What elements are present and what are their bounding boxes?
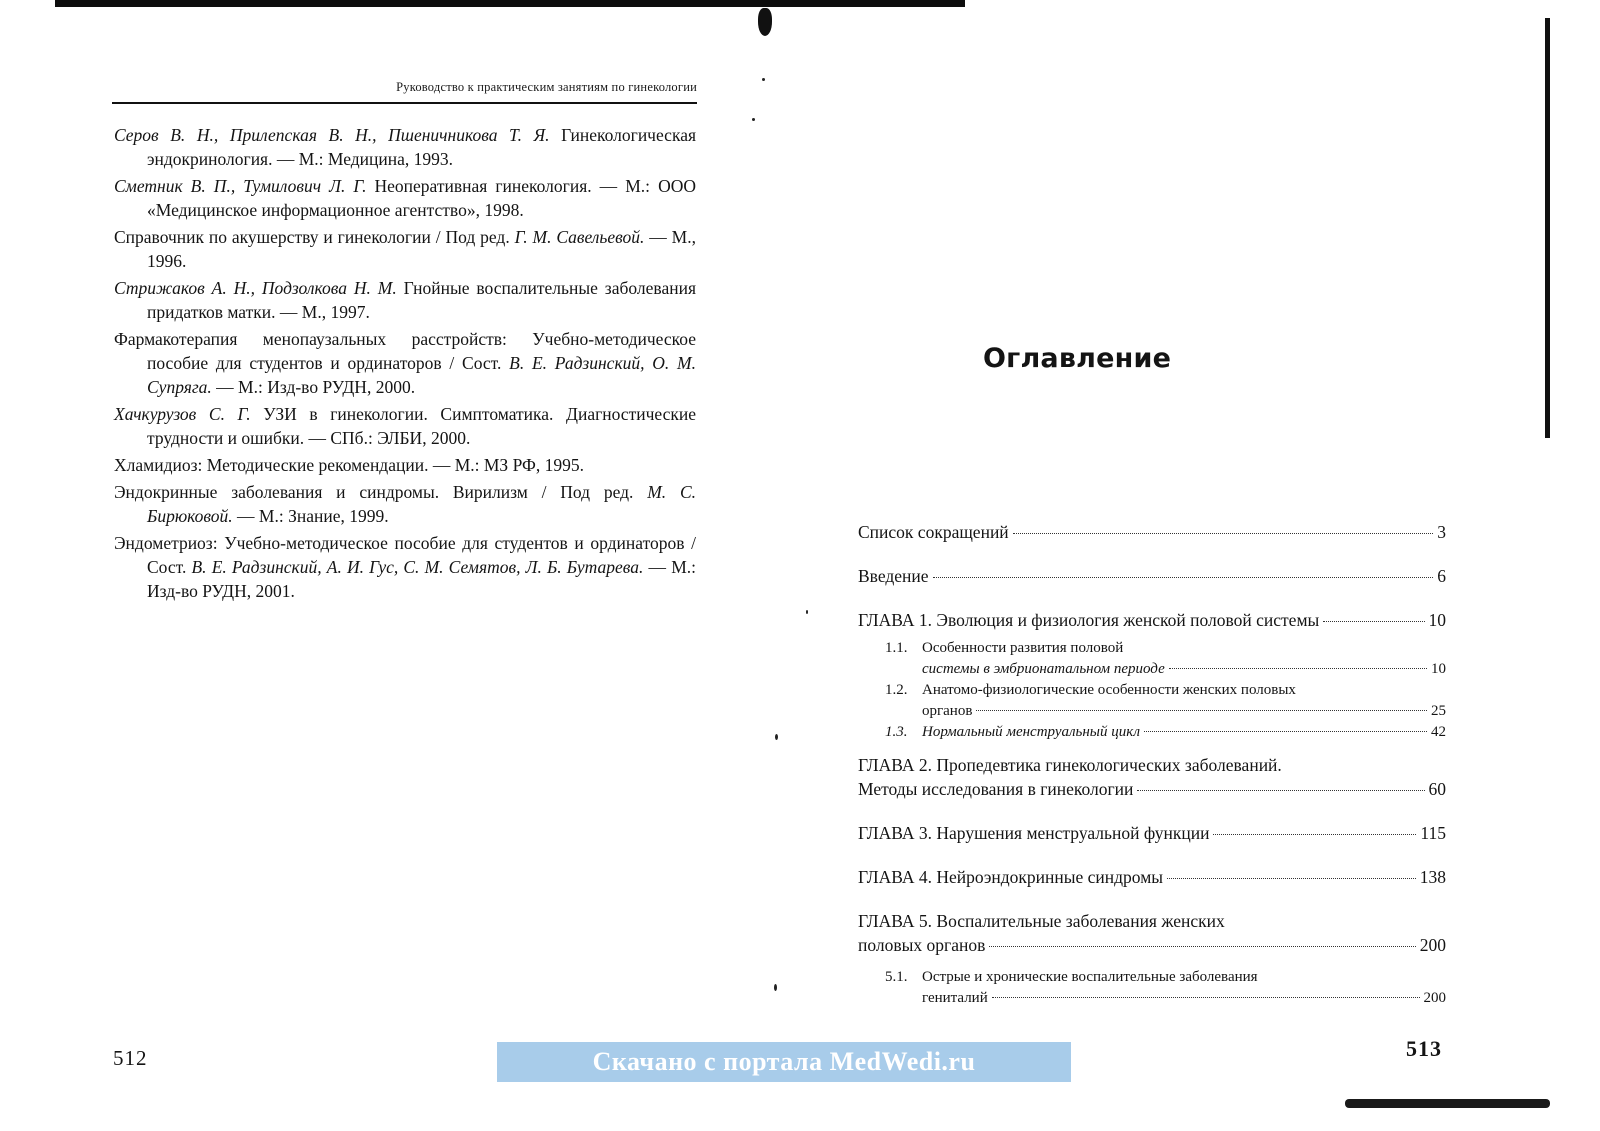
reference-text: Эндометриоз: Учебно-методическое пособие для студентов и ординаторов / Сост. [114, 533, 696, 577]
reference [114, 453, 696, 477]
reference [114, 174, 696, 222]
watermark-banner: Скачано с портала MedWedi.ru [497, 1042, 1071, 1082]
running-head: Руководство к практическим занятиям по гинекологии [396, 80, 697, 94]
toc-entry-label: Методы исследования в гинекологии [858, 779, 1134, 799]
reference-authors: Стрижаков А. Н., Подзолкова Н. М. [114, 278, 397, 298]
reference [114, 531, 696, 603]
reference-publisher: — М.: Изд-во РУДН, 2000. [211, 377, 416, 397]
toc-entry-section-5-1 [858, 967, 1446, 1009]
toc-entry-label: ГЛАВА 4. Нейроэндокринные синдромы [858, 867, 1164, 887]
toc-page-number: 6 [1437, 566, 1446, 586]
reference-text: Гнойные воспалительные заболевания придатков матки. — М., 1997. [147, 278, 696, 322]
toc-entry-label: Введение [858, 566, 929, 586]
toc-page-number: 60 [1428, 779, 1446, 799]
toc-page-number: 10 [1431, 661, 1446, 677]
toc-entry-label: Нормальный менструальный цикл [922, 724, 1141, 740]
scan-blot [758, 8, 772, 36]
scan-bottom-edge [1345, 1099, 1550, 1108]
section-number: 1.1. [885, 640, 908, 656]
dot-leader [1013, 533, 1434, 534]
reference-editors: Г. М. Савельевой. [514, 227, 645, 247]
reference-editors: В. Е. Радзинский, О. М. Супряга. [147, 353, 696, 397]
section-number: 1.3. [885, 724, 908, 740]
toc-entry-label: системы в эмбрионатальном периоде [922, 661, 1165, 677]
toc-page-number: 25 [1431, 703, 1446, 719]
header-rule [112, 102, 697, 104]
section-number: 5.1. [885, 969, 908, 985]
reference-publisher: — М.: Изд-во РУДН, 2001. [147, 557, 696, 601]
dot-leader [992, 997, 1420, 998]
reference-text: Гинекологическая эндокринология. — М.: Медицина, 1993. [147, 125, 697, 169]
toc-entry-label: ГЛАВА 5. Воспалительные заболевания женских [858, 911, 1225, 931]
toc-entry-label: Особенности развития половой [922, 640, 1124, 656]
dot-leader [1137, 790, 1424, 791]
scan-speck [806, 610, 808, 614]
reference-text: Справочник по акушерству и гинекологии / Под ред. [114, 227, 515, 247]
scan-right-edge [1545, 18, 1550, 438]
bibliography [114, 123, 696, 606]
reference [114, 402, 696, 450]
reference [114, 276, 696, 324]
reference-publisher: — М.: Знание, 1999. [232, 506, 389, 526]
toc-entry-chapter-5 [858, 909, 1446, 957]
scan-speck [775, 734, 778, 740]
reference-editors: В. Е. Радзинский, А. И. Гус, С. М. Семятов, Л. Б. Бутарева. [191, 557, 644, 577]
toc-entry-chapter-1 [858, 608, 1446, 632]
toc-entry-label: органов [922, 703, 973, 719]
dot-leader [989, 946, 1415, 947]
toc-entry-label: Список сокращений [858, 522, 1009, 542]
reference-authors: Сметник В. П., Тумилович Л. Г. [114, 176, 367, 196]
toc-entry-label: ГЛАВА 2. Пропедевтика гинекологических заболеваний. [858, 755, 1282, 775]
section-number: 1.2. [885, 682, 908, 698]
toc-entry-chapter-2 [858, 753, 1446, 801]
toc-entry-label: ГЛАВА 3. Нарушения менструальной функции [858, 823, 1210, 843]
reference [114, 480, 696, 528]
toc-entry-section-1-2 [858, 680, 1446, 722]
toc-page-number: 3 [1437, 522, 1446, 542]
reference-text: Фармакотерапия менопаузальных расстройств: Учебно-методическое пособие для студентов и ординаторов / Сост. [114, 329, 696, 373]
toc-entry-section-1-1 [858, 638, 1446, 680]
toc-page-number: 42 [1431, 724, 1446, 740]
toc-entry-label: гениталий [922, 990, 988, 1006]
reference-text: УЗИ в гинекологии. Симптоматика. Диагностические трудности и ошибки. — СПб.: ЭЛБИ, 2000. [147, 404, 696, 448]
scan-top-edge [55, 0, 965, 7]
dot-leader [1167, 878, 1416, 879]
dot-leader [933, 577, 1434, 578]
reference [114, 225, 696, 273]
toc-page-number: 10 [1428, 610, 1446, 630]
page-number-left: 512 [113, 1046, 148, 1070]
toc-page-number: 115 [1420, 823, 1446, 843]
table-of-contents [858, 520, 1446, 1009]
toc-entry-label: половых органов [858, 935, 986, 955]
dot-leader [1169, 668, 1427, 669]
toc-entry-label: Острые и хронические воспалительные заболевания [922, 969, 1258, 985]
reference-text: Неоперативная гинекология. — М.: ООО «Медицинское информационное агентство», 1998. [147, 176, 696, 220]
scan-speck [762, 78, 765, 81]
scan-speck [774, 984, 777, 991]
toc-page-number: 138 [1419, 867, 1446, 887]
toc-title: Оглавление [983, 343, 1172, 374]
reference-text: Эндокринные заболевания и синдромы. Вирилизм / Под ред. [114, 482, 648, 502]
toc-entry-label: Анатомо-физиологические особенности женских половых [922, 682, 1296, 698]
reference-editors: М. С. Бирюковой. [147, 482, 696, 526]
toc-entry-chapter-4 [858, 865, 1446, 889]
reference-authors: Хачкурузов С. Г. [114, 404, 251, 424]
dot-leader [976, 710, 1427, 711]
toc-page-number: 200 [1423, 990, 1446, 1006]
toc-entry-label: ГЛАВА 1. Эволюция и физиология женской половой системы [858, 610, 1320, 630]
toc-entry-section-1-3 [858, 722, 1446, 743]
scan-speck [752, 118, 755, 121]
page-number-right: 513 [1406, 1036, 1442, 1061]
toc-entry-abbreviations [858, 520, 1446, 544]
dot-leader [1213, 834, 1416, 835]
reference-text: Хламидиоз: Методические рекомендации. — М.: МЗ РФ, 1995. [114, 455, 584, 475]
toc-page-number: 200 [1419, 935, 1446, 955]
reference [114, 123, 696, 171]
reference [114, 327, 696, 399]
toc-entry-introduction [858, 564, 1446, 588]
reference-publisher: — М., 1996. [147, 227, 696, 271]
toc-entry-chapter-3 [858, 821, 1446, 845]
dot-leader [1323, 621, 1424, 622]
reference-authors: Серов В. Н., Прилепская В. Н., Пшеничникова Т. Я. [114, 125, 550, 145]
dot-leader [1144, 731, 1427, 732]
